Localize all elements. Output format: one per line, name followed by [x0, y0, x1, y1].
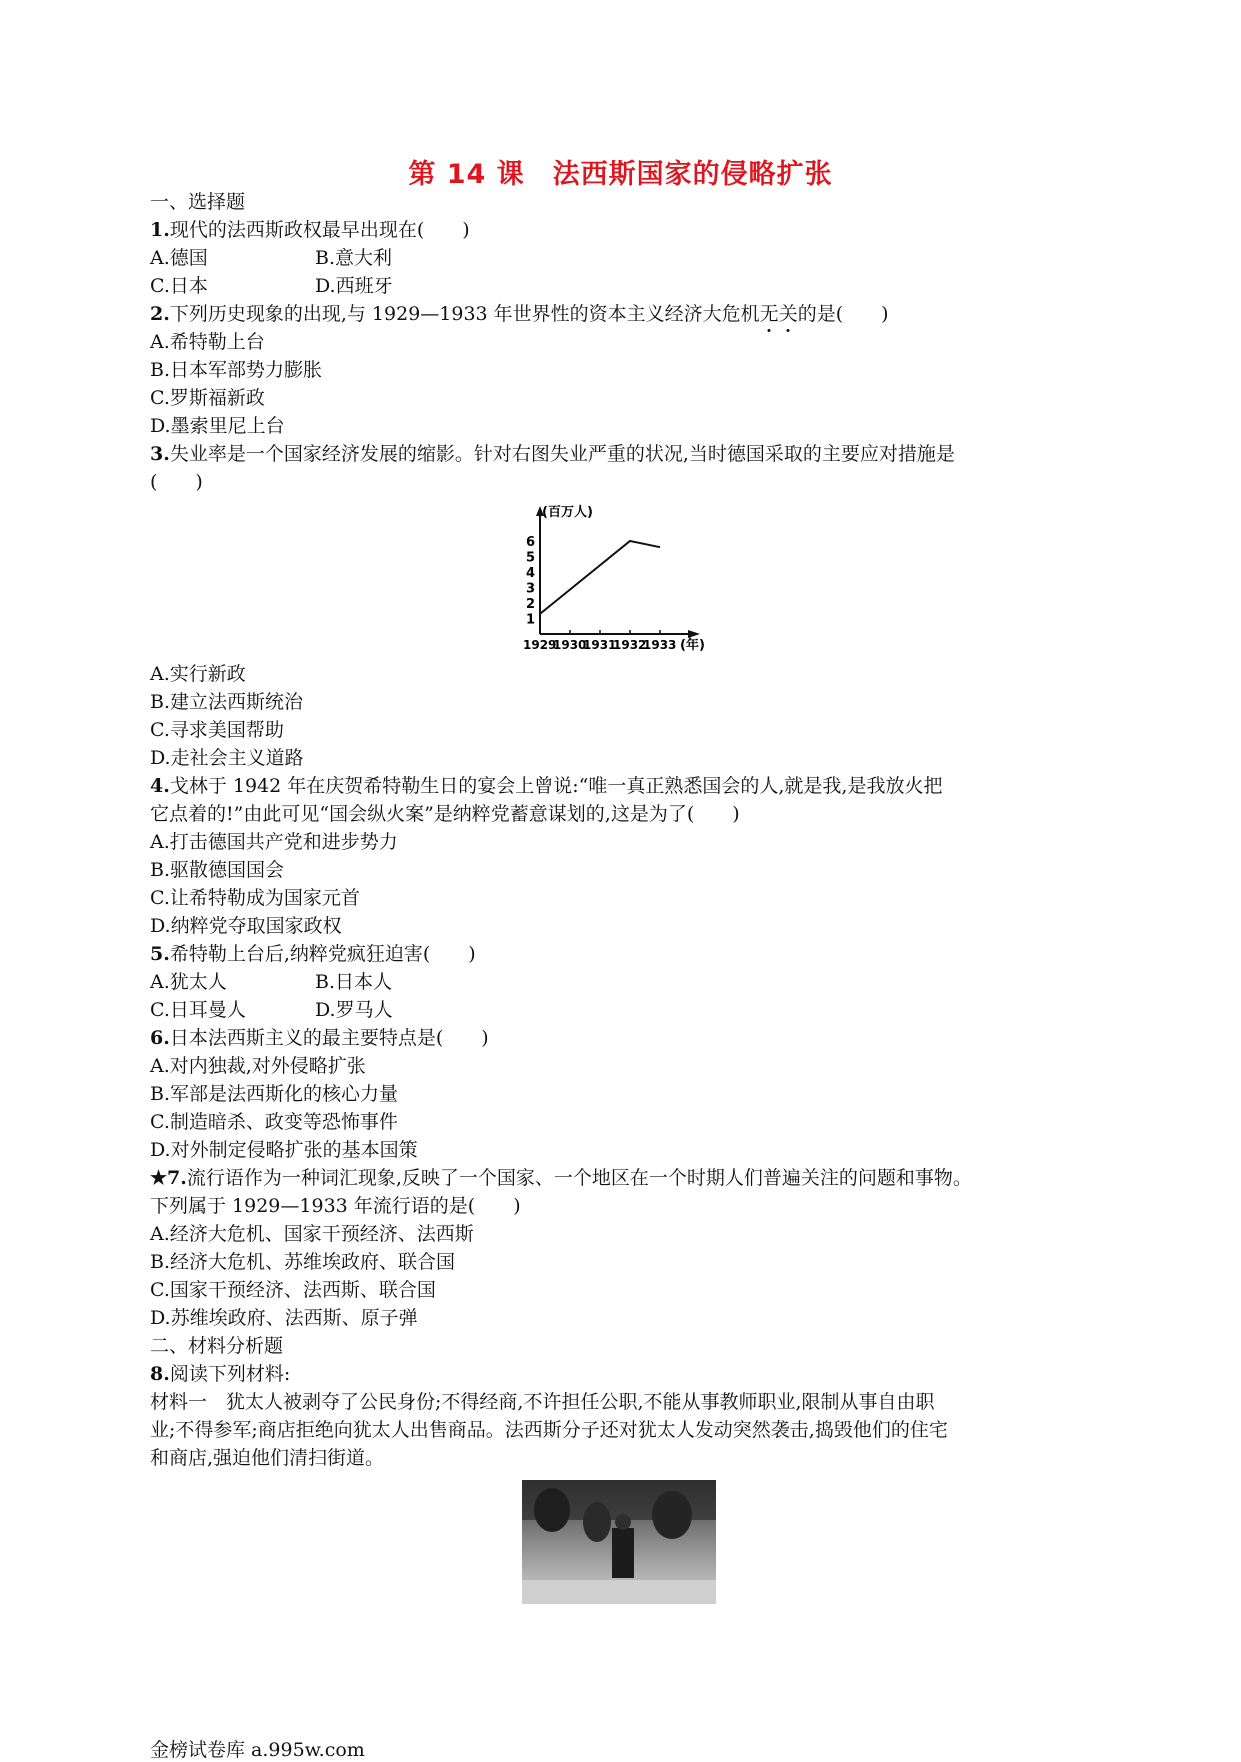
chart-axes — [536, 506, 700, 638]
question-number: ★7. — [150, 1167, 187, 1189]
option-b: B.建立法西斯统治 — [150, 691, 304, 713]
y-unit-label: (百万人) — [542, 505, 593, 520]
option-d: D.苏维埃政府、法西斯、原子弹 — [150, 1307, 418, 1329]
question-text: 失业率是一个国家经济发展的缩影。针对右图失业严重的状况,当时德国采取的主要应对措施是 — [169, 443, 955, 465]
option-c: C.日本 — [150, 275, 208, 297]
section-heading-choice: 一、选择题 — [150, 191, 246, 213]
historical-photo — [522, 1480, 716, 1604]
y-tick-label: 4 — [526, 566, 536, 581]
material-text: 材料一 犹太人被剥夺了公民身份;不得经商,不许担任公职,不能从事教师职业,限制从事自由职 — [150, 1391, 935, 1413]
option-d: D.罗马人 — [315, 999, 393, 1021]
question-3 — [150, 440, 1100, 468]
question-8 — [150, 1360, 1100, 1388]
question-1 — [150, 216, 1100, 244]
photo-figure — [534, 1488, 570, 1532]
option-b: B.日本军部势力膨胀 — [150, 359, 323, 381]
option-a: A.对内独裁,对外侵略扩张 — [150, 1055, 366, 1077]
material-text: 业;不得参军;商店拒绝向犹太人出售商品。法西斯分子还对犹太人发动突然袭击,捣毁他们的住宅 — [150, 1419, 948, 1441]
option-c: C.寻求美国帮助 — [150, 719, 284, 741]
question-text: 希特勒上台后,纳粹党疯狂迫害( ) — [169, 943, 476, 965]
photo-kneeling-figure — [612, 1528, 634, 1578]
y-tick-label: 5 — [526, 550, 536, 566]
option-b: B.意大利 — [315, 247, 393, 269]
emphasized-char: 关 — [779, 300, 798, 328]
footer-watermark: 金榜试卷库 a.995w.com — [150, 1739, 365, 1761]
question-number: 5. — [150, 943, 170, 965]
question-text-end: 的是( ) — [797, 303, 889, 325]
options-row — [150, 968, 1100, 996]
option-a: A.打击德国共产党和进步势力 — [150, 831, 398, 853]
option-c: C.日耳曼人 — [150, 999, 246, 1021]
question-text-cont: 它点着的!”由此可见“国会纵火案”是纳粹党蓄意谋划的,这是为了( ) — [150, 803, 740, 825]
question-number: 6. — [150, 1027, 170, 1049]
question-2 — [150, 300, 1100, 328]
x-tick-label: 1931 — [583, 638, 617, 652]
unemployment-chart — [506, 502, 706, 652]
photo-figure-head — [615, 1514, 631, 1530]
option-c: C.罗斯福新政 — [150, 387, 265, 409]
x-axis-arrow — [688, 630, 700, 638]
y-ticks — [526, 535, 535, 628]
question-text: 现代的法西斯政权最早出现在( ) — [169, 219, 470, 241]
question-text: 戈林于 1942 年在庆贺希特勒生日的宴会上曾说:“唯一真正熟悉国会的人,就是我,是我放火把 — [169, 775, 943, 797]
question-number: 1. — [150, 219, 170, 241]
option-b: B.日本人 — [315, 971, 393, 993]
question-number: 4. — [150, 775, 170, 797]
y-tick-label: 2 — [526, 597, 536, 612]
question-text-cont: 下列属于 1929—1933 年流行语的是( ) — [150, 1195, 521, 1217]
option-c: C.让希特勒成为国家元首 — [150, 887, 360, 909]
option-c: C.制造暗杀、政变等恐怖事件 — [150, 1111, 398, 1133]
question-text-cont: ( ) — [150, 471, 203, 493]
series-line — [540, 541, 660, 614]
option-d: D.走社会主义道路 — [150, 747, 304, 769]
question-number: 8. — [150, 1363, 170, 1385]
option-d: D.墨索里尼上台 — [150, 415, 285, 437]
photo-ground — [522, 1580, 716, 1604]
question-6 — [150, 1024, 1100, 1052]
photo-figure — [652, 1491, 692, 1539]
option-c: C.国家干预经济、法西斯、联合国 — [150, 1279, 436, 1301]
option-a: A.希特勒上台 — [150, 331, 265, 353]
y-tick-label: 3 — [526, 581, 536, 597]
x-tick-label: 1929 — [523, 638, 557, 652]
option-d: D.西班牙 — [315, 275, 393, 297]
option-a: A.犹太人 — [150, 971, 227, 993]
options-row — [150, 996, 1100, 1024]
question-5 — [150, 940, 1100, 968]
question-list — [150, 188, 1100, 1610]
option-a: A.德国 — [150, 247, 208, 269]
x-tick-label: 1932 — [613, 638, 647, 652]
option-b: B.军部是法西斯化的核心力量 — [150, 1083, 399, 1105]
y-tick-label: 6 — [526, 535, 536, 550]
question-number: 2. — [150, 303, 170, 325]
section-heading-material: 二、材料分析题 — [150, 1335, 284, 1357]
question-text: 下列历史现象的出现,与 1929—1933 年世界性的资本主义经济大危机 — [169, 303, 760, 325]
page-title: 第 14 课 法西斯国家的侵略扩张 — [408, 159, 833, 190]
material-text: 和商店,强迫他们清扫街道。 — [150, 1447, 385, 1469]
question-7 — [150, 1164, 1100, 1192]
emphasized-char: 无 — [760, 300, 779, 328]
option-a: A.实行新政 — [150, 663, 246, 685]
x-tick-label: 1933 — [643, 638, 677, 652]
option-b: B.驱散德国国会 — [150, 859, 285, 881]
option-d: D.对外制定侵略扩张的基本国策 — [150, 1139, 418, 1161]
question-text: 流行语作为一种词汇现象,反映了一个国家、一个地区在一个时期人们普遍关注的问题和事物。 — [186, 1167, 972, 1189]
question-text: 阅读下列材料: — [169, 1363, 291, 1385]
question-4 — [150, 772, 1100, 800]
photo-figure — [583, 1502, 611, 1542]
options-row — [150, 244, 1100, 272]
option-a: A.经济大危机、国家干预经济、法西斯 — [150, 1223, 474, 1245]
y-tick-label: 1 — [526, 612, 536, 628]
x-unit-label: (年) — [680, 638, 705, 652]
question-number: 3. — [150, 443, 170, 465]
options-row — [150, 272, 1100, 300]
option-b: B.经济大危机、苏维埃政府、联合国 — [150, 1251, 456, 1273]
x-tick-label: 1930 — [553, 638, 587, 652]
option-d: D.纳粹党夺取国家政权 — [150, 915, 342, 937]
question-text: 日本法西斯主义的最主要特点是( ) — [169, 1027, 489, 1049]
